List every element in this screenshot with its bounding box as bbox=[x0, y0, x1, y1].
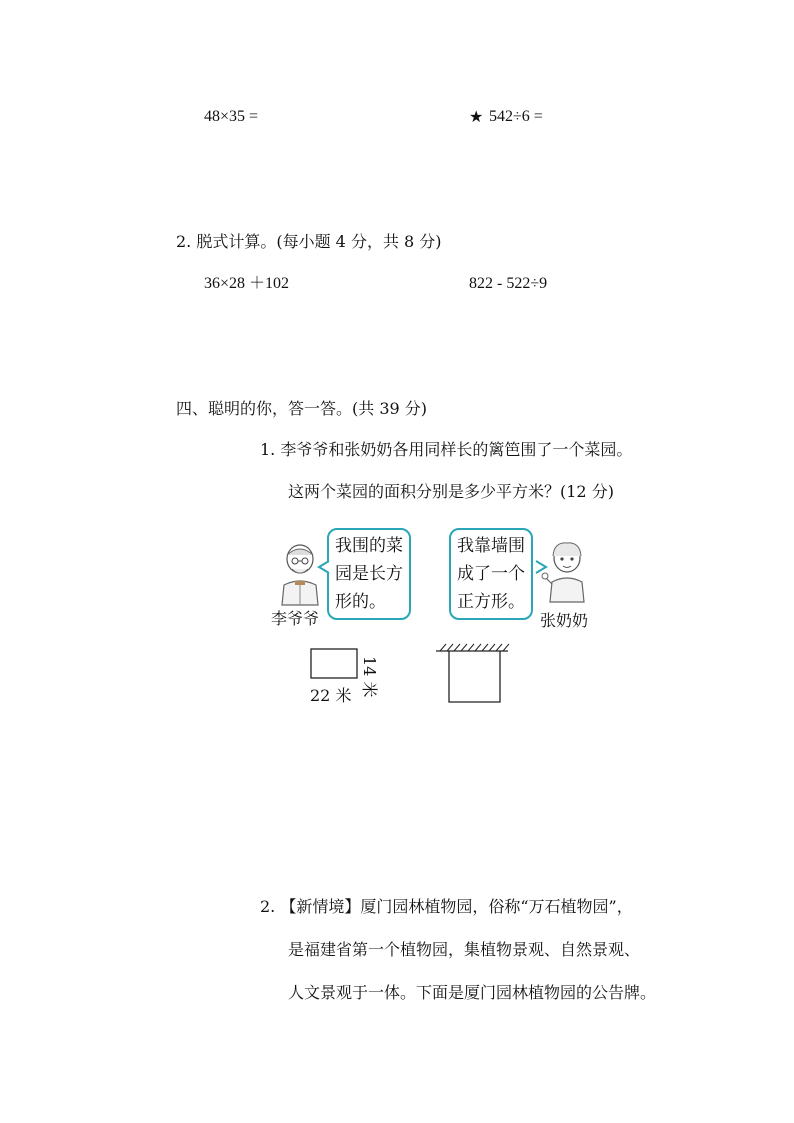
section-4-title: 四、聪明的你，答一答。(共 39 分) bbox=[176, 399, 428, 418]
grandpa-illustration bbox=[274, 543, 326, 605]
rectangle-garden-diagram bbox=[310, 648, 360, 680]
expression-2: 822 - 522÷9 bbox=[469, 275, 548, 292]
square-garden-diagram bbox=[434, 644, 510, 704]
bubble-left-line-2: 园是长方 bbox=[335, 564, 403, 584]
name-grandpa: 李爷爷 bbox=[271, 609, 320, 628]
problem-1-line-1: 1. 李爷爷和张奶奶各用同样长的篱笆围了一个菜园。 bbox=[260, 440, 633, 459]
bubble-left-line-1: 我围的菜 bbox=[335, 536, 403, 556]
speech-bubble-grandpa bbox=[327, 528, 411, 620]
problem-2-line-3: 人文景观于一体。下面是厦门园林植物园的公告牌。 bbox=[288, 983, 657, 1002]
expression-1: 36×28 ＋102 bbox=[204, 275, 290, 292]
speech-bubble-grandma bbox=[449, 528, 533, 620]
label-width: 22 米 bbox=[310, 686, 352, 705]
name-grandma: 张奶奶 bbox=[540, 611, 589, 630]
problem-1-line-2: 这两个菜园的面积分别是多少平方米？(12 分) bbox=[288, 482, 614, 501]
bubble-right-line-2: 成了一个 bbox=[457, 564, 525, 584]
star-icon: ★ bbox=[469, 107, 484, 126]
grandma-illustration bbox=[540, 540, 592, 602]
label-height: 14 米 bbox=[360, 656, 379, 698]
bubble-left-line-3: 形的。 bbox=[335, 592, 386, 612]
bubble-right-line-3: 正方形。 bbox=[457, 592, 525, 612]
bubble-right-line-1: 我靠墙围 bbox=[457, 536, 525, 556]
problem-2-line-1: 2. 【新情境】厦门园林植物园，俗称“万石植物园”， bbox=[260, 897, 633, 916]
problem-2-line-2: 是福建省第一个植物园，集植物景观、自然景观、 bbox=[288, 940, 641, 959]
section-2-title: 2. 脱式计算。(每小题 4 分，共 8 分) bbox=[176, 232, 442, 251]
calc-question-2: 542÷6 = bbox=[489, 108, 543, 125]
calc-question-1: 48×35 = bbox=[204, 108, 259, 125]
bubble-left-tail bbox=[318, 560, 330, 574]
